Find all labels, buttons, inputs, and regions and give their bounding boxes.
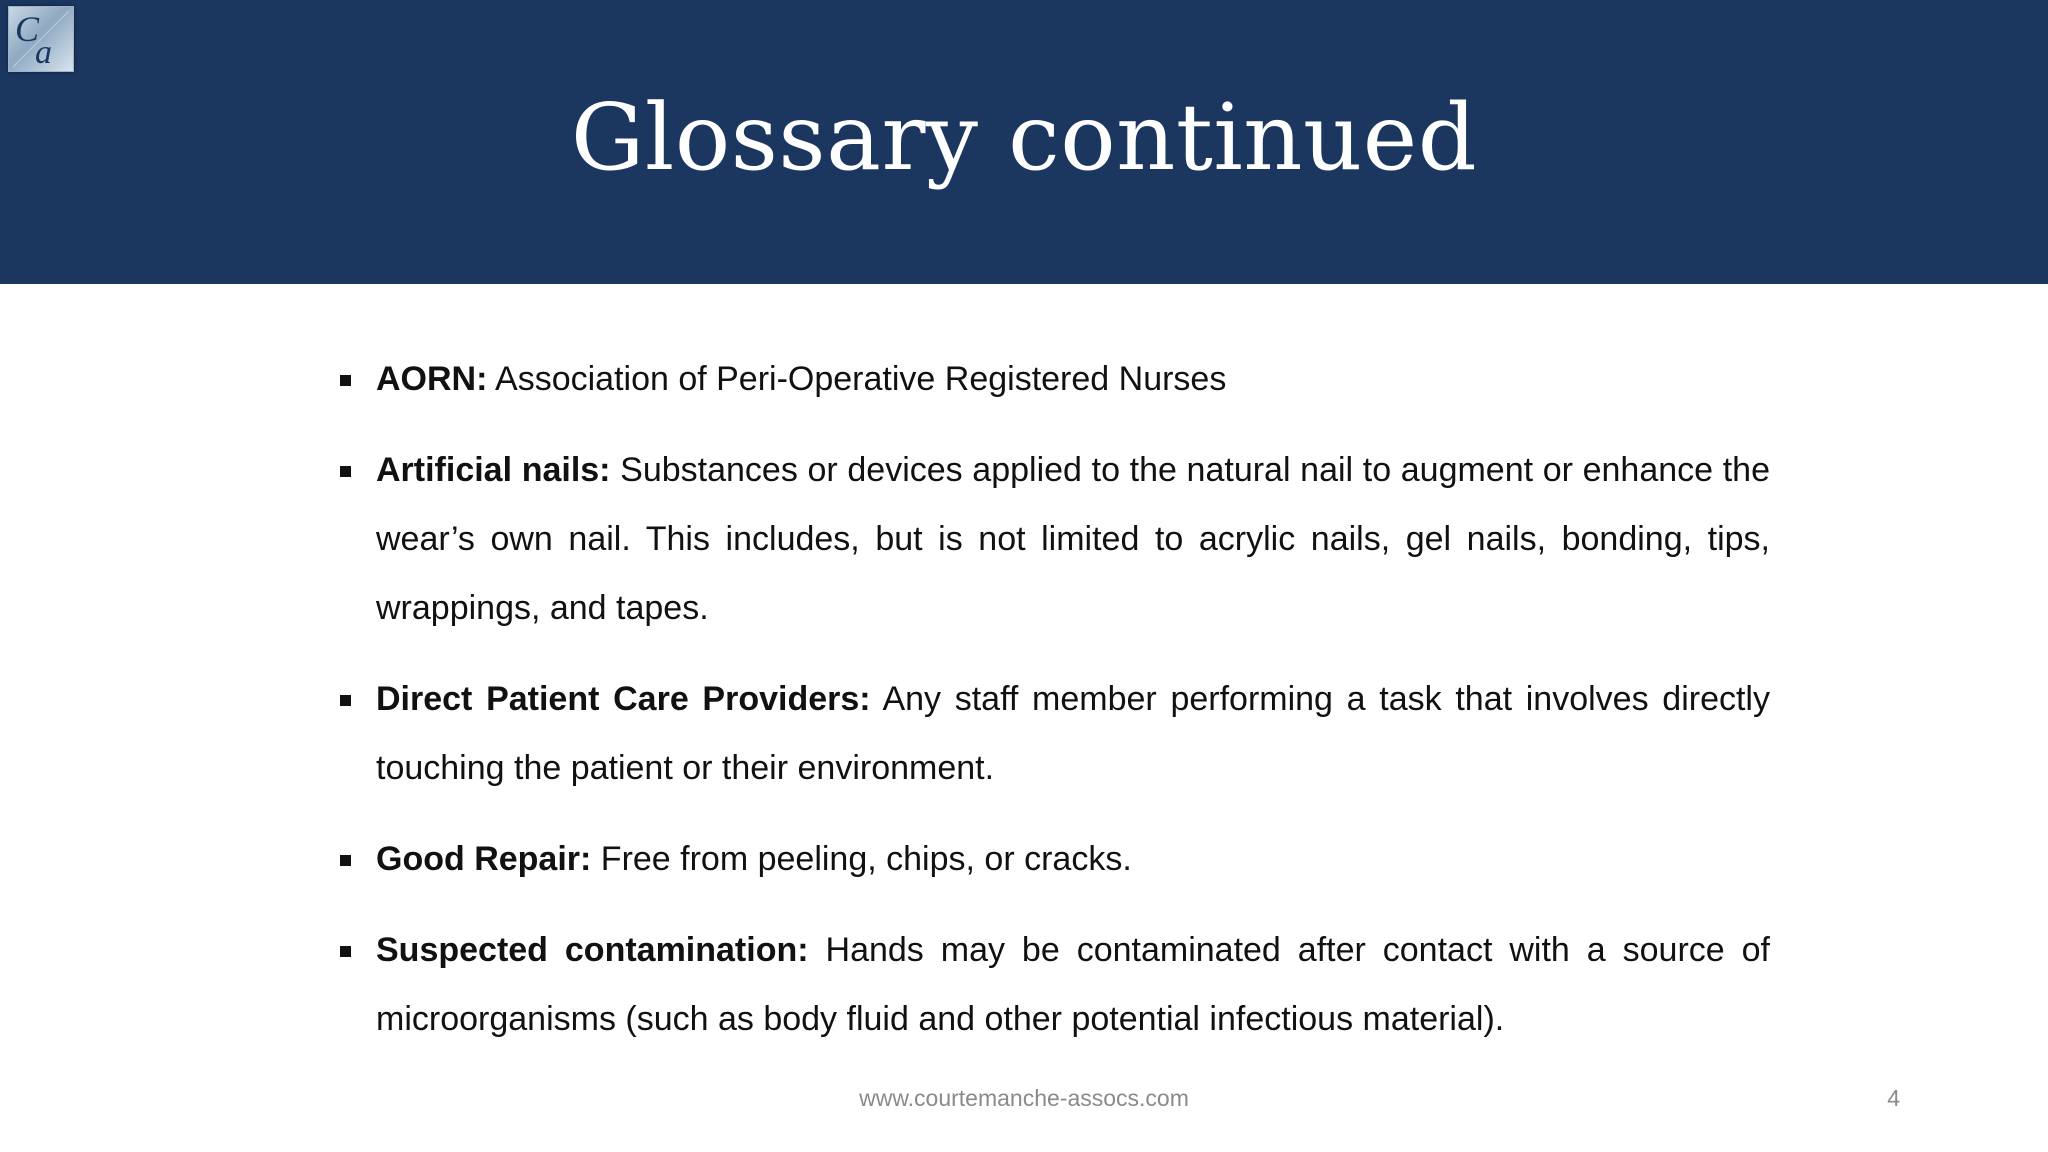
glossary-definition: Free from peeling, chips, or cracks.	[600, 840, 1132, 878]
svg-text:C: C	[15, 9, 40, 49]
square-bullet-icon	[340, 695, 351, 706]
glossary-definition: Association of Peri-Operative Registered Nurses	[495, 360, 1227, 398]
glossary-definition: Substances or devices applied to the natural nail to augment or enhance the wear’s own nail. This includes, but is not limited to acrylic nails, gel nails, bonding, tips, wrappings, and tapes.	[376, 451, 1770, 627]
slide-title: Glossary continued	[570, 84, 1478, 191]
glossary-term: AORN:	[376, 360, 488, 398]
glossary-item-suspected-contamination	[338, 916, 1770, 1054]
title-banner	[0, 0, 2048, 284]
glossary-term: Good Repair:	[376, 840, 592, 878]
square-bullet-icon	[340, 375, 351, 386]
glossary-item-aorn	[338, 345, 1770, 414]
glossary-item-good-repair	[338, 825, 1770, 894]
glossary-definition: Hands may be contaminated after contact with a source of microorganisms (such as body fluid and other potential infectious material).	[376, 931, 1770, 1038]
footer-url: www.courtemanche-assocs.com	[859, 1085, 1189, 1111]
glossary-definition: Any staff member performing a task that involves directly touching the patient or their environment.	[376, 680, 1770, 787]
square-bullet-icon	[340, 946, 351, 957]
page-number: 4	[1887, 1085, 1900, 1111]
glossary-item-direct-patient-care-providers	[338, 665, 1770, 803]
glossary-item-artificial-nails	[338, 436, 1770, 643]
glossary-term: Suspected contamination:	[376, 931, 809, 969]
glossary-list	[338, 345, 1770, 1076]
svg-text:a: a	[35, 34, 52, 71]
glossary-term: Direct Patient Care Providers:	[376, 680, 871, 718]
ca-monogram-logo-icon	[8, 6, 74, 72]
square-bullet-icon	[340, 855, 351, 866]
square-bullet-icon	[340, 466, 351, 477]
glossary-term: Artificial nails:	[376, 451, 611, 489]
